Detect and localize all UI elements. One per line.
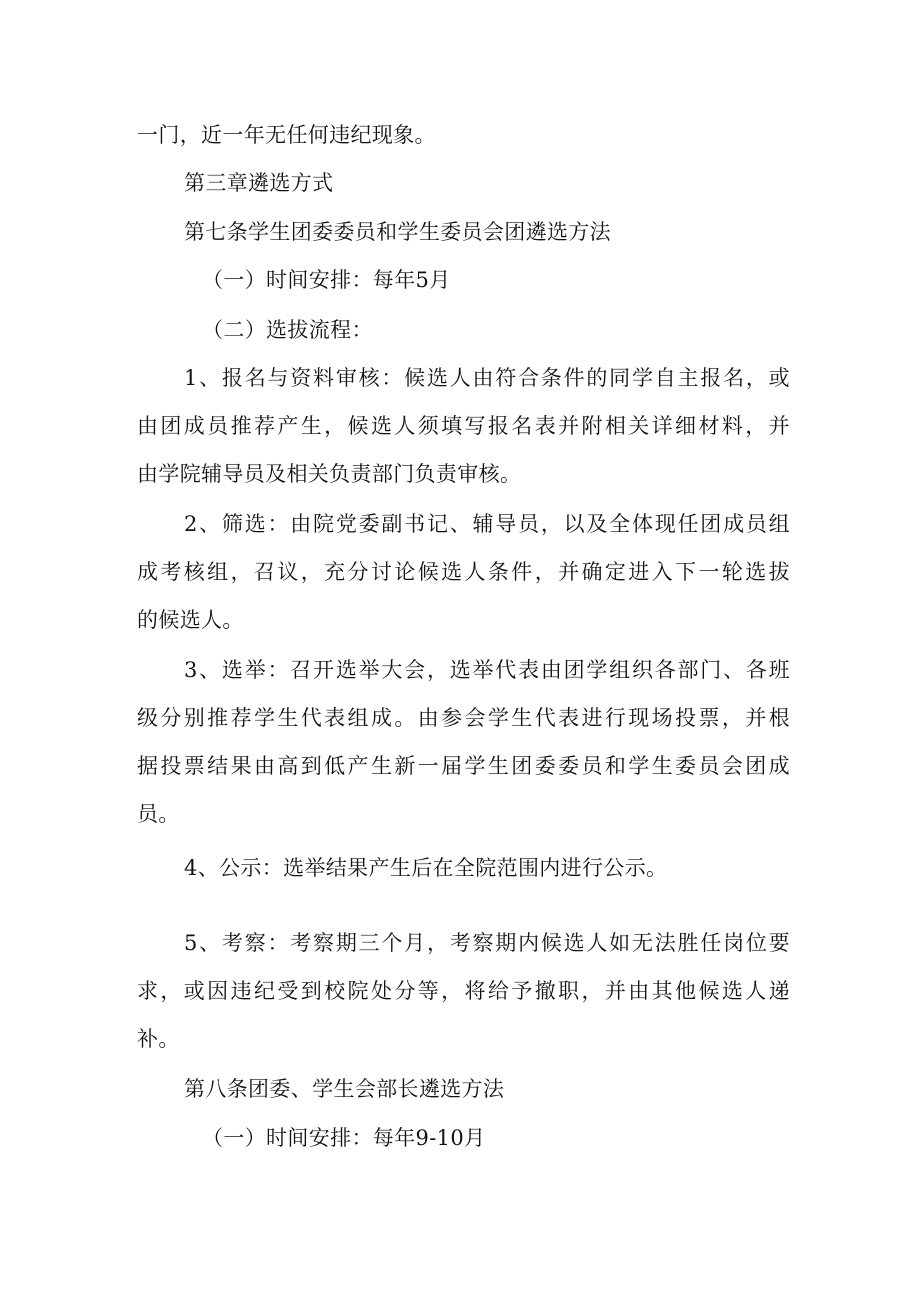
text-line: 5、考察：考察期三个月，考察期内候选人如无法胜任岗位要 (184, 931, 790, 955)
text-line: 补。 (137, 1027, 180, 1051)
text-line: 级分别推荐学生代表组成。由参会学生代表进行现场投票，并根 (137, 706, 790, 730)
text-line: 1、报名与资料审核：候选人由符合条件的同学自主报名，或 (184, 366, 790, 390)
text-line: 3、选举：召开选举大会，选举代表由团学组织各部门、各班 (184, 658, 790, 682)
article-heading: 第八条团委、学生会部长遴选方法 (184, 1077, 505, 1101)
text-line: 2、筛选：由院党委副书记、辅导员，以及全体现任团成员组 (184, 512, 790, 536)
text-line: 据投票结果由高到低产生新一届学生团委委员和学生委员会团成 (137, 754, 790, 778)
text-line: 一门，近一年无任何违纪现象。 (137, 123, 436, 147)
text-line: 成考核组，召议，充分讨论候选人条件，并确定进入下一轮选拔 (137, 560, 790, 584)
text-line: （一）时间安排：每年9-10月 (202, 1126, 486, 1150)
article-heading: 第七条学生团委委员和学生委员会团遴选方法 (184, 220, 611, 244)
text-line: 求，或因违纪受到校院处分等，将给予撤职，并由其他候选人递 (137, 979, 790, 1003)
text-line: 由团成员推荐产生，候选人须填写报名表并附相关详细材料，并 (137, 414, 790, 438)
text-line: （一）时间安排：每年5月 (202, 268, 451, 292)
text-line: 员。 (137, 802, 180, 826)
chapter-heading: 第三章遴选方式 (184, 171, 334, 195)
text-line: 由学院辅导员及相关负责部门负责审核。 (137, 462, 522, 486)
text-line: （二）选拔流程： (202, 318, 373, 342)
text-line: 的候选人。 (137, 608, 244, 632)
text-line: 4、公示：选举结果产生后在全院范围内进行公示。 (184, 856, 668, 880)
